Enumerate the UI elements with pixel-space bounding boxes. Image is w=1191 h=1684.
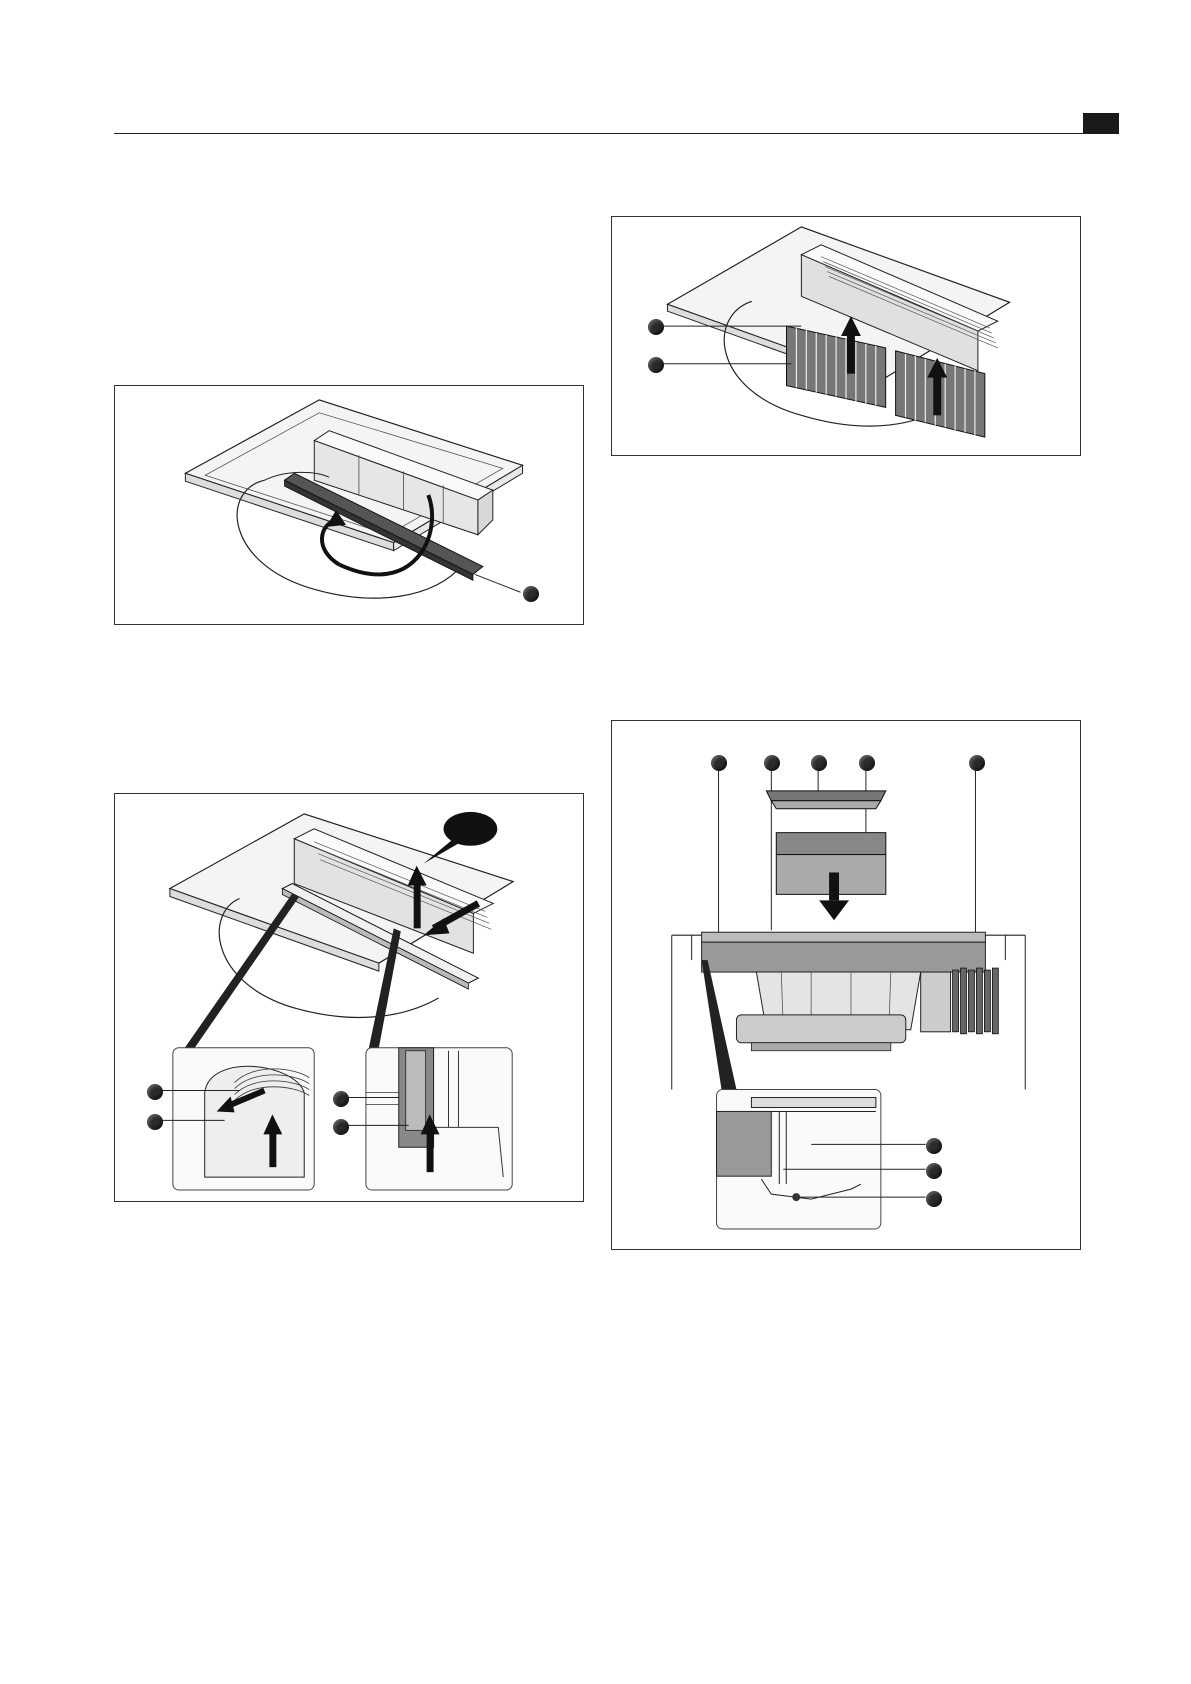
callout-marker-icon — [859, 755, 875, 771]
callout-marker-icon — [147, 1084, 163, 1100]
callout-marker-icon — [648, 357, 664, 373]
figure-filter-frame-detail — [114, 793, 584, 1202]
figure-filter-removal — [611, 216, 1081, 456]
figure-cover-removal — [114, 385, 584, 625]
filter-removal-illustration — [612, 217, 1080, 455]
callout-marker-icon — [926, 1138, 942, 1154]
installation-section-illustration — [612, 721, 1080, 1249]
filter-frame-illustration — [115, 794, 583, 1201]
callout-marker-icon — [648, 319, 664, 335]
callout-marker-icon — [811, 755, 827, 771]
callout-marker-icon — [926, 1163, 942, 1179]
callout-marker-icon — [333, 1119, 349, 1135]
callout-marker-icon — [969, 755, 985, 771]
page-tab — [1083, 113, 1119, 134]
cover-removal-illustration — [115, 386, 583, 624]
callout-marker-icon — [147, 1114, 163, 1130]
callout-marker-icon — [333, 1091, 349, 1107]
figure-installation-section — [611, 720, 1081, 1250]
callout-marker-icon — [711, 755, 727, 771]
header-rule — [114, 133, 1115, 134]
callout-marker-icon — [926, 1191, 942, 1207]
callout-marker-icon — [764, 755, 780, 771]
callout-marker-icon — [523, 586, 539, 602]
